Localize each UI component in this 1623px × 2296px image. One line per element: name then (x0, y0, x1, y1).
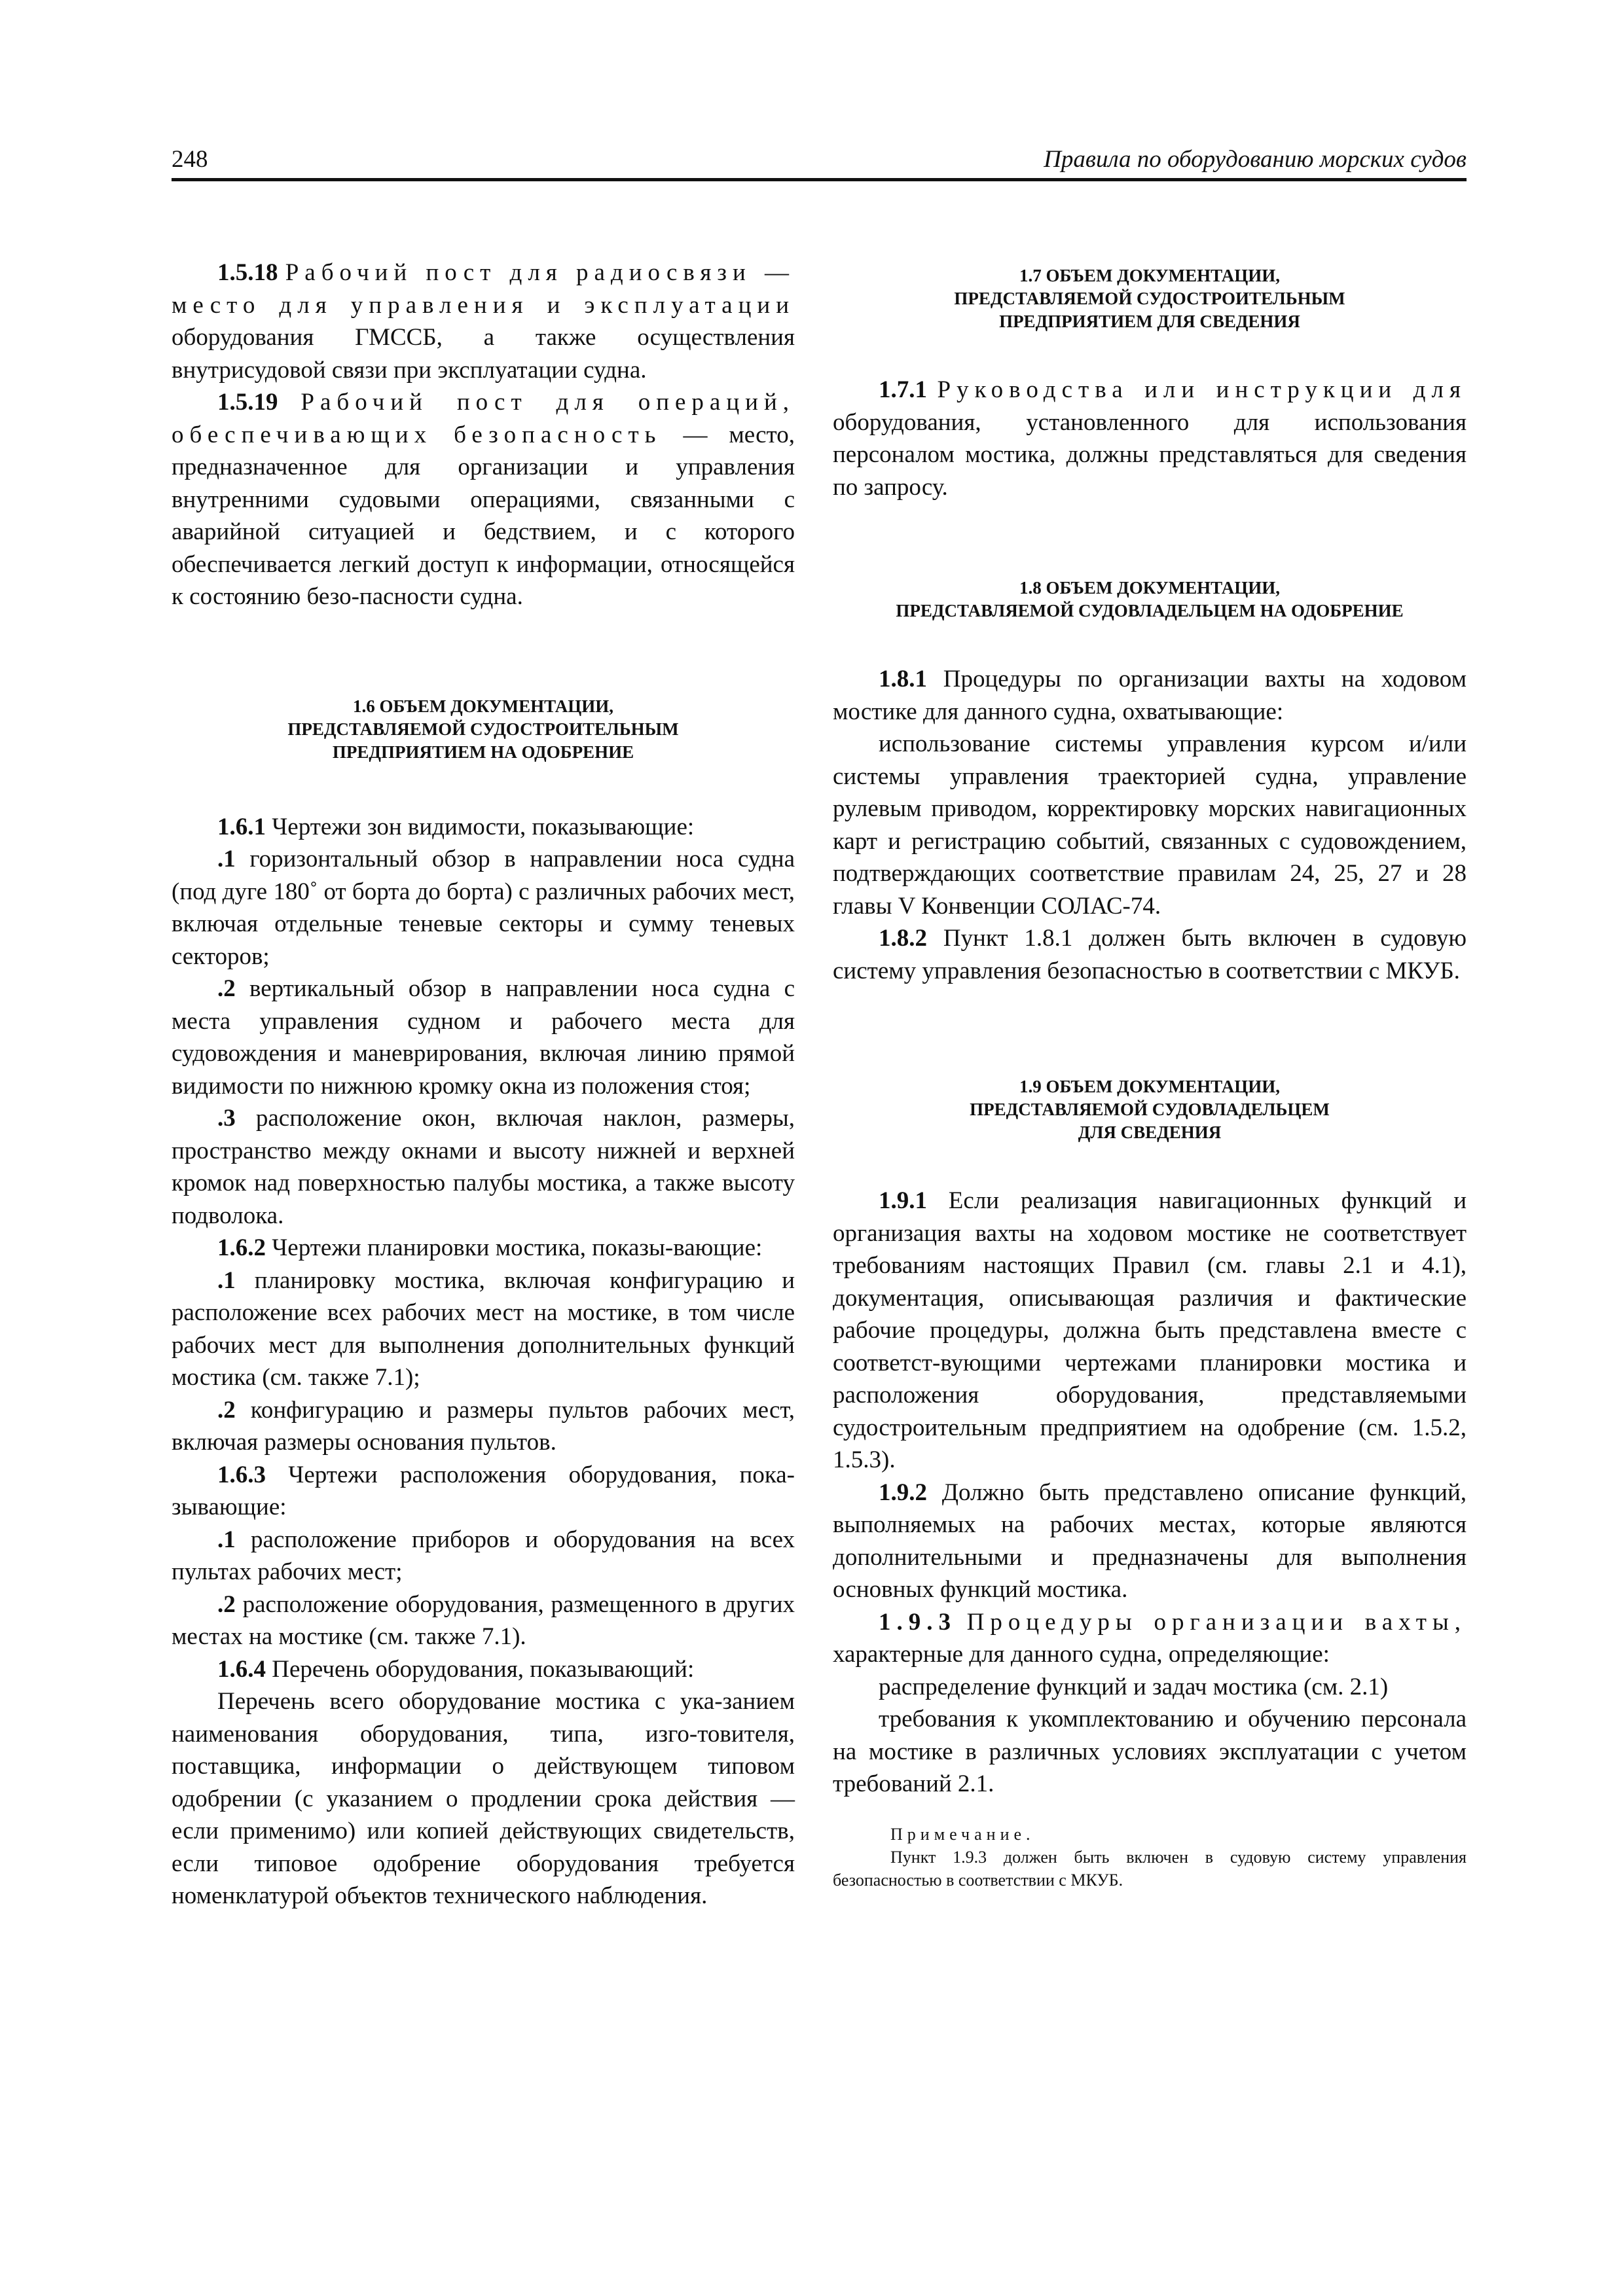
paragraph-1-6-4: 1.6.4 Перечень оборудования, показывающий: (217, 1655, 695, 1683)
running-title: Правила по оборудованию морских судов (1044, 146, 1467, 173)
paragraph-1-8-2: 1.8.2 Пункт 1.8.1 должен быть включен в судовую систему управления безопасностью в соответствии с МКУБ. (833, 925, 1467, 984)
right-column (833, 257, 1467, 1892)
paragraph-1-9-3: 1.9.3 Процедуры организации вахты, характерные для данного судна, определяющие: (833, 1608, 1467, 1668)
paragraph-1-5-19: 1.5.19 Рабочий пост для операций, обеспечивающих безопасность — место, предназначенное для организации и управления внутренними судовыми операциями, связанными с аварийной ситуацией и бедствием, и с которого обеспечивается легкий доступ к информации, относящейся к состоянию безо-пасности судна. (172, 389, 795, 610)
paragraph-1-6-2: 1.6.2 Чертежи планировки мостика, показы-вающие: (217, 1234, 763, 1261)
paragraph-1-6-4-body: Перечень всего оборудование мостика с ука-занием наименования оборудования, типа, изго-товителя, поставщика, информации о действующем типовом одобрении (с указанием о продлении срока действия — если применимо) или копией действующих свидетельств, если типовое одобрение оборудования требуется номенклатурой объектов технического наблюдения. (172, 1688, 795, 1909)
paragraph-1-8-1: 1.8.1 Процедуры по организации вахты на ходовом мостике для данного судна, охватывающие: (833, 666, 1467, 725)
note-text: Пункт 1.9.3 должен быть включен в судовую систему управления безопасностью в соответствии с МКУБ. (833, 1847, 1467, 1890)
paragraph-1-8-1-body: использование системы управления курсом и/или системы управления траекторией судна, управление рулевым приводом, корректировку морских навигационных карт и регистрацию событий, связанных с судовождением, подтверждающих соответствие правилам 24, 25, 27 и 28 главы V Конвенции СОЛАС-74. (833, 730, 1467, 920)
list-item-1-6-2-2: .2 конфигурацию и размеры пультов рабочих мест, включая размеры основания пультов. (172, 1396, 795, 1456)
section-heading-1-8: 1.8 ОБЪЕМ ДОКУМЕНТАЦИИ, ПРЕДСТАВЛЯЕМОЙ СУДОВЛАДЕЛЬЦЕМ НА ОДОБРЕНИЕ (896, 578, 1404, 620)
header-rule (172, 178, 1467, 181)
list-item-1-6-1-3: .3 расположение окон, включая наклон, размеры, пространство между окнами и высоту нижней и верхней кромок над поверхностью палубы мостика, а также высоту подволока. (172, 1105, 795, 1229)
section-heading-1-6: 1.6 ОБЪЕМ ДОКУМЕНТАЦИИ, ПРЕДСТАВЛЯЕМОЙ СУДОСТРОИТЕЛЬНЫМ ПРЕДПРИЯТИЕМ НА ОДОБРЕНИЕ (287, 696, 679, 762)
paragraph-1-9-2: 1.9.2 Должно быть представлено описание функций, выполняемых на рабочих местах, которые являются дополнительными и предназначены для выполнения основных функций мостика. (833, 1479, 1467, 1603)
list-item-1-6-3-1: .1 расположение приборов и оборудования на всех пультах рабочих мест; (172, 1526, 795, 1585)
paragraph-1-5-18: 1.5.18 Рабочий пост для радиосвязи — место для управления и эксплуатации оборудования ГМССБ, а также осуществления внутрисудовой связи при эксплуатации судна. (172, 259, 795, 384)
paragraph-1-7-1: 1.7.1 Руководства или инструкции для оборудования, установленного для использования персоналом мостика, должны представляться для сведения по запросу. (833, 376, 1467, 501)
note-label: Примечание. (890, 1824, 1035, 1844)
list-item-1-6-1-1: .1 горизонтальный обзор в направлении носа судна (под дуге 180˚ от борта до борта) с различных рабочих мест, включая отдельные теневые секторы и сумму теневых секторов; (172, 846, 795, 970)
list-item-1-6-2-1: .1 планировку мостика, включая конфигурацию и расположение всех рабочих мест на мостике, в том числе рабочих мест для выполнения дополнительных функций мостика (см. также 7.1); (172, 1266, 795, 1391)
list-item-1-6-3-2: .2 расположение оборудования, размещенного в других местах на мостике (см. также 7.1). (172, 1590, 795, 1650)
paragraph-1-6-1: 1.6.1 Чертежи зон видимости, показывающие: (217, 813, 695, 840)
page-number: 248 (172, 146, 208, 173)
section-heading-1-7: 1.7 ОБЪЕМ ДОКУМЕНТАЦИИ, ПРЕДСТАВЛЯЕМОЙ СУДОСТРОИТЕЛЬНЫМ ПРЕДПРИЯТИЕМ ДЛЯ СВЕДЕНИЯ (954, 266, 1345, 331)
paragraph-1-9-3-item-b: требования к укомплектованию и обучению персонала на мостике в различных условиях эксплуатации с учетом требований 2.1. (833, 1706, 1467, 1797)
list-item-1-6-1-2: .2 вертикальный обзор в направлении носа судна с места управления судном и рабочего места для судовождения и маневрирования, включая линию прямой видимости по нижнюю кромку окна из положения стоя; (172, 975, 795, 1100)
paragraph-1-6-3: 1.6.3 Чертежи расположения оборудования, пока-зывающие: (172, 1461, 795, 1520)
paragraph-1-9-1: 1.9.1 Если реализация навигационных функций и организация вахты на ходовом мостике не соответствует требованиям настоящих Правил (см. главы 2.1 и 4.1), документация, описывающая различия и фактические рабочие процедуры, должна быть представлена вместе с соответст-вующими чертежами планировки мостика и расположения оборудования, представляемыми судостроительным предприятием на одобрение (см. 1.5.2, 1.5.3). (833, 1187, 1467, 1473)
section-heading-1-9: 1.9 ОБЪЕМ ДОКУМЕНТАЦИИ, ПРЕДСТАВЛЯЕМОЙ СУДОВЛАДЕЛЬЦЕМ ДЛЯ СВЕДЕНИЯ (970, 1077, 1330, 1142)
left-column (172, 257, 795, 1912)
paragraph-1-9-3-item-a: распределение функций и задач мостика (см. 2.1) (879, 1673, 1389, 1700)
